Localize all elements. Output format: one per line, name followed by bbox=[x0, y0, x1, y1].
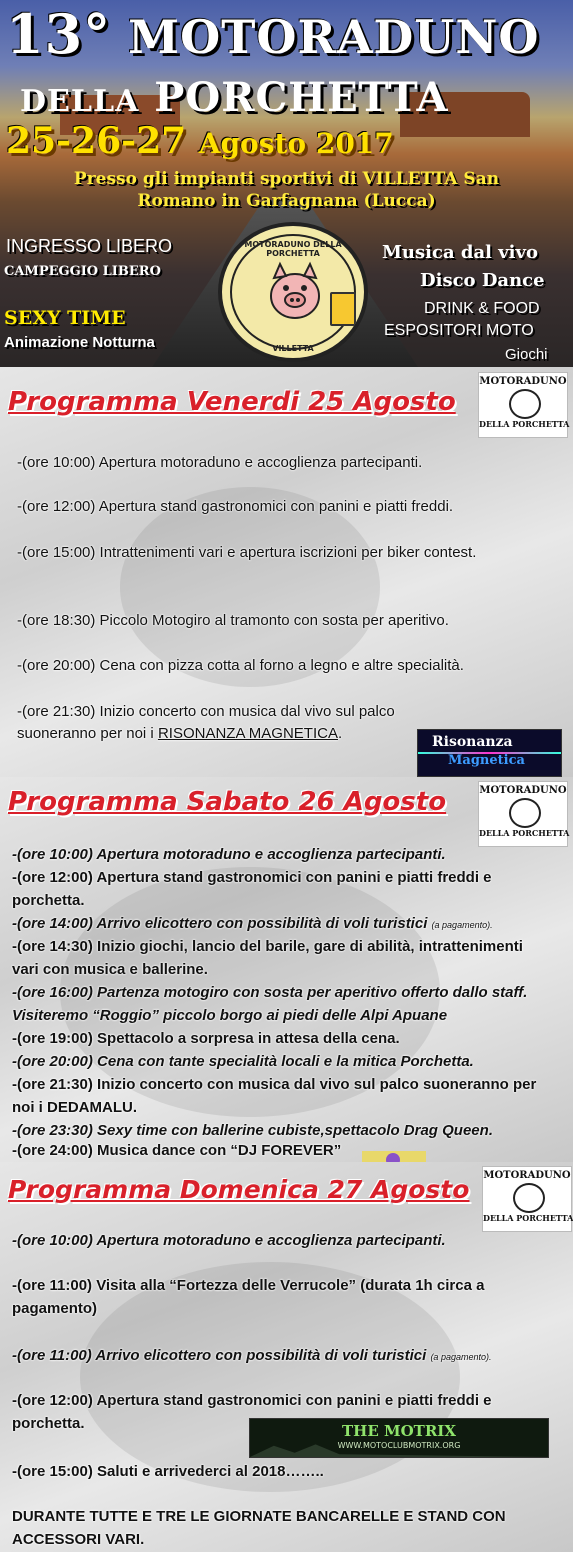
location-line: Romano in Garfagnana (Lucca) bbox=[137, 191, 436, 211]
schedule-item-text: -(ore 11:00) Arrivo elicottero con possibilità di voli turistici bbox=[12, 1347, 427, 1364]
schedule-item: -(ore 24:00) Musica dance con “DJ FOREVER” bbox=[12, 1142, 342, 1159]
event-title-line2 bbox=[20, 74, 449, 121]
musica-label: Musica dal vivo bbox=[382, 242, 538, 263]
pig-icon bbox=[266, 260, 324, 322]
schedule-item: -(ore 15:00) Saluti e arrivederci al 2018…….. bbox=[12, 1463, 324, 1480]
title-word: MOTORADUNO bbox=[128, 10, 540, 64]
schedule-item: -(ore 11:00) Visita alla “Fortezza delle Verrucole” (durata 1h circa a pagamento) bbox=[12, 1277, 485, 1317]
pig-icon bbox=[509, 389, 541, 419]
date-month-year: Agosto 2017 bbox=[198, 127, 394, 160]
schedule-item: -(ore 21:30) Inizio concerto con musica dal vivo sul palco suoneranno per noi i DEDAMALU. bbox=[12, 1076, 537, 1116]
sexy-time-label: SEXY TIME bbox=[4, 307, 126, 329]
mini-logo-top-text: MOTORADUNO bbox=[479, 785, 567, 796]
schedule-item: -(ore 10:00) Apertura motoraduno e accoglienza partecipanti. bbox=[12, 1232, 446, 1249]
program-sunday-title: Programma Domenica 27 Agosto bbox=[8, 1175, 470, 1204]
campeggio-label: CAMPEGGIO LIBERO bbox=[4, 264, 161, 279]
giochi-label: Giochi bbox=[505, 346, 548, 363]
mini-event-logo bbox=[482, 1166, 572, 1232]
logo-bottom-text: VILLETTA bbox=[272, 344, 314, 353]
mini-event-logo bbox=[478, 781, 568, 847]
event-title-line1 bbox=[6, 2, 540, 66]
schedule-item: -(ore 12:00) Apertura stand gastronomici con panini e piatti freddi. bbox=[17, 498, 454, 515]
mini-logo-bottom-text: DELLA PORCHETTA bbox=[479, 419, 570, 429]
mini-logo-top-text: MOTORADUNO bbox=[479, 376, 567, 387]
mini-event-logo bbox=[478, 372, 568, 438]
event-header-banner bbox=[0, 0, 573, 367]
pig-icon bbox=[509, 798, 541, 828]
schedule-item: -(ore 19:00) Spettacolo a sorpresa in attesa della cena. bbox=[12, 1030, 400, 1047]
schedule-item: -(ore 20:00) Cena con pizza cotta al forno a legno e altre specialità. bbox=[17, 657, 464, 674]
schedule-item: -(ore 23:30) Sexy time con ballerine cubiste,spettacolo Drag Queen. bbox=[12, 1122, 493, 1139]
edition-number: 13° bbox=[6, 2, 112, 66]
beer-icon bbox=[330, 292, 356, 326]
schedule-item: -(ore 12:00) Apertura stand gastronomici con panini e piatti freddi e porchetta. bbox=[12, 869, 492, 909]
animazione-label: Animazione Notturna bbox=[4, 334, 155, 351]
band-logo-text: Magnetica bbox=[448, 753, 525, 768]
mini-logo-bottom-text: DELLA PORCHETTA bbox=[479, 828, 570, 838]
title-della: DELLA bbox=[20, 84, 140, 119]
schedule-item: -(ore 16:00) Partenza motogiro con sosta per aperitivo offerto dallo staff. Visiteremo “Roggio” piccolo borgo ai piedi delle Alpi Apuane bbox=[12, 984, 528, 1024]
closing-note: DURANTE TUTTE E TRE LE GIORNATE BANCARELLE E STAND CON ACCESSORI VARI. bbox=[12, 1508, 506, 1548]
event-location bbox=[0, 168, 573, 212]
schedule-item: -(ore 10:00) Apertura motoraduno e accoglienza partecipanti. bbox=[17, 454, 423, 471]
schedule-item: -(ore 14:30) Inizio giochi, lancio del barile, gare di abilità, intrattenimenti vari con musica e ballerine. bbox=[12, 938, 523, 978]
schedule-item: -(ore 15:00) Intrattenimenti vari e apertura iscrizioni per biker contest. bbox=[17, 544, 477, 561]
schedule-item bbox=[12, 1344, 557, 1369]
ingresso-label: INGRESSO LIBERO bbox=[6, 236, 173, 256]
program-friday-title: Programma Venerdi 25 Agosto bbox=[8, 387, 456, 417]
program-sunday-section bbox=[0, 1162, 573, 1552]
schedule-item-text: -(ore 21:30) Inizio concerto con musica dal vivo sul palco suoneranno per noi i bbox=[17, 703, 395, 742]
espositori-label: ESPOSITORI MOTO bbox=[384, 322, 534, 339]
program-saturday-title: Programma Sabato 26 Agosto bbox=[8, 787, 447, 817]
motoclub-motrix-logo bbox=[249, 1418, 549, 1458]
schedule-item bbox=[17, 701, 417, 745]
pig-icon bbox=[513, 1183, 545, 1213]
schedule-item: -(ore 18:30) Piccolo Motogiro al tramonto con sosta per aperitivo. bbox=[17, 612, 449, 629]
schedule-item: -(ore 12:00) Apertura stand gastronomici con panini e piatti freddi e porchetta. bbox=[12, 1392, 492, 1432]
payment-note: (a pagamento). bbox=[430, 1352, 492, 1362]
program-friday-section bbox=[0, 367, 573, 777]
schedule-item: -(ore 20:00) Cena con tante specialità locali e la mitica Porchetta. bbox=[12, 1053, 474, 1070]
motrix-logo-title: THE MOTRIX bbox=[342, 1422, 456, 1440]
event-dates bbox=[6, 120, 394, 162]
program-saturday-section bbox=[0, 777, 573, 1162]
logo-top-text: MOTORADUNO DELLA PORCHETTA bbox=[244, 240, 342, 258]
band-logo-text: Risonanza bbox=[432, 734, 513, 750]
mini-logo-top-text: MOTORADUNO bbox=[483, 1170, 571, 1181]
band-logo bbox=[417, 729, 562, 777]
event-logo bbox=[218, 222, 368, 362]
schedule-item bbox=[12, 912, 552, 937]
mini-logo-bottom-text: DELLA PORCHETTA bbox=[483, 1213, 573, 1223]
period: . bbox=[337, 725, 343, 742]
band-name: RISONANZA MAGNETICA bbox=[157, 725, 338, 742]
date-days: 25-26-27 bbox=[6, 120, 187, 162]
motrix-logo-url: WWW.MOTOCLUBMOTRIX.ORG bbox=[337, 1441, 461, 1450]
title-word: PORCHETTA bbox=[154, 74, 449, 121]
disco-label: Disco Dance bbox=[420, 270, 545, 291]
drink-food-label: DRINK & FOOD bbox=[424, 300, 540, 317]
location-line: Presso gli impianti sportivi di VILLETTA San bbox=[73, 169, 500, 189]
payment-note: (a pagamento). bbox=[431, 920, 493, 930]
schedule-item: -(ore 10:00) Apertura motoraduno e accoglienza partecipanti. bbox=[12, 846, 446, 863]
schedule-item-text: -(ore 14:00) Arrivo elicottero con possibilità di voli turistici bbox=[12, 915, 428, 932]
